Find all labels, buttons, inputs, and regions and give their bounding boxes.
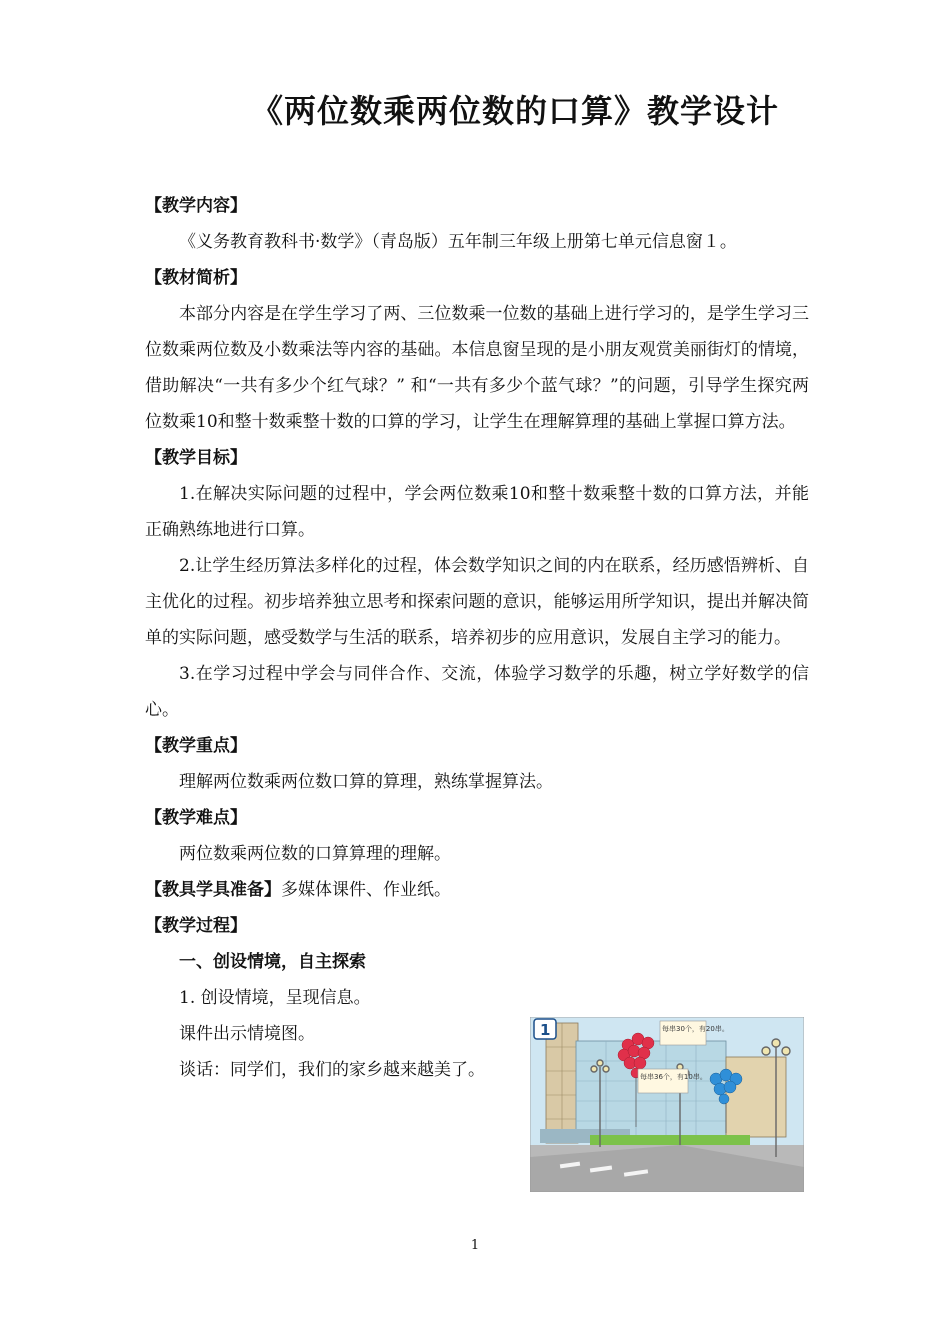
goal-item-2: 2.让学生经历算法多样化的过程，体会数学知识之间的内在联系，经历感悟辨析、自主优化的过程。初步培养独立思考和探索问题的意识，能够运用所学知识，提出并解决简单的实际问题，感受数学与生活的联系，培养初步的应用意识，发展自主学习的能力。	[145, 556, 809, 648]
goal-item-1: 1.在解决实际问题的过程中，学会两位数乘10和整十数乘整十数的口算方法，并能正确熟练地进行口算。	[145, 484, 809, 540]
heading-goals: 【教学目标】	[145, 448, 247, 468]
note-blue: 每串30个，有20串。	[662, 1025, 729, 1033]
materials-text: 多媒体课件、作业纸。	[281, 880, 451, 900]
document-title: 《两位数乘两位数的口算》教学设计	[250, 92, 779, 130]
grass-strip	[590, 1135, 750, 1145]
materials-row	[145, 872, 809, 908]
process-line-1: 1. 创设情境，呈现信息。	[179, 988, 371, 1008]
heading-analysis: 【教材简析】	[145, 268, 247, 288]
difficulty-text: 两位数乘两位数的口算算理的理解。	[179, 844, 451, 864]
goal-item-3: 3.在学习过程中学会与同伴合作、交流，体验学习数学的乐趣，树立学好数学的信心。	[145, 664, 809, 720]
process-line-3: 谈话：同学们，我们的家乡越来越美了。	[179, 1060, 485, 1080]
analysis-text: 本部分内容是在学生学习了两、三位数乘一位数的基础上进行学习的，是学生学习三位数乘两位数及小数乘法等内容的基础。本信息窗呈现的是小朋友观赏美丽街灯的情境，借助解决“一共有多少个红气球？” 和“一共有多少个蓝气球？”的问题，引导学生探究两位数乘10和整十数乘整十数的口算的学习，让学生在理解算理的基础上掌握口算方法。	[145, 304, 809, 432]
heading-key-point: 【教学重点】	[145, 736, 247, 756]
heading-materials: 【教具学具准备】	[145, 880, 281, 900]
content-text: 《义务教育教科书·数学》（青岛版）五年制三年级上册第七单元信息窗１。	[179, 232, 737, 252]
process-sub-heading: 一、创设情境，自主探索	[179, 952, 366, 972]
note-red: 每串36个，有10串。	[640, 1073, 707, 1081]
heading-difficulty: 【教学难点】	[145, 808, 247, 828]
key-point-text: 理解两位数乘两位数口算的算理，熟练掌握算法。	[179, 772, 553, 792]
street-scene-illustration	[530, 1017, 804, 1192]
heading-process: 【教学过程】	[145, 916, 247, 936]
heading-content: 【教学内容】	[145, 196, 247, 216]
document-body	[145, 188, 809, 1088]
page-number: 1	[470, 1238, 480, 1253]
right-building	[726, 1057, 786, 1137]
process-section	[145, 908, 525, 1088]
process-line-2: 课件出示情境图。	[179, 1024, 315, 1044]
figure-badge: 1	[540, 1021, 551, 1039]
